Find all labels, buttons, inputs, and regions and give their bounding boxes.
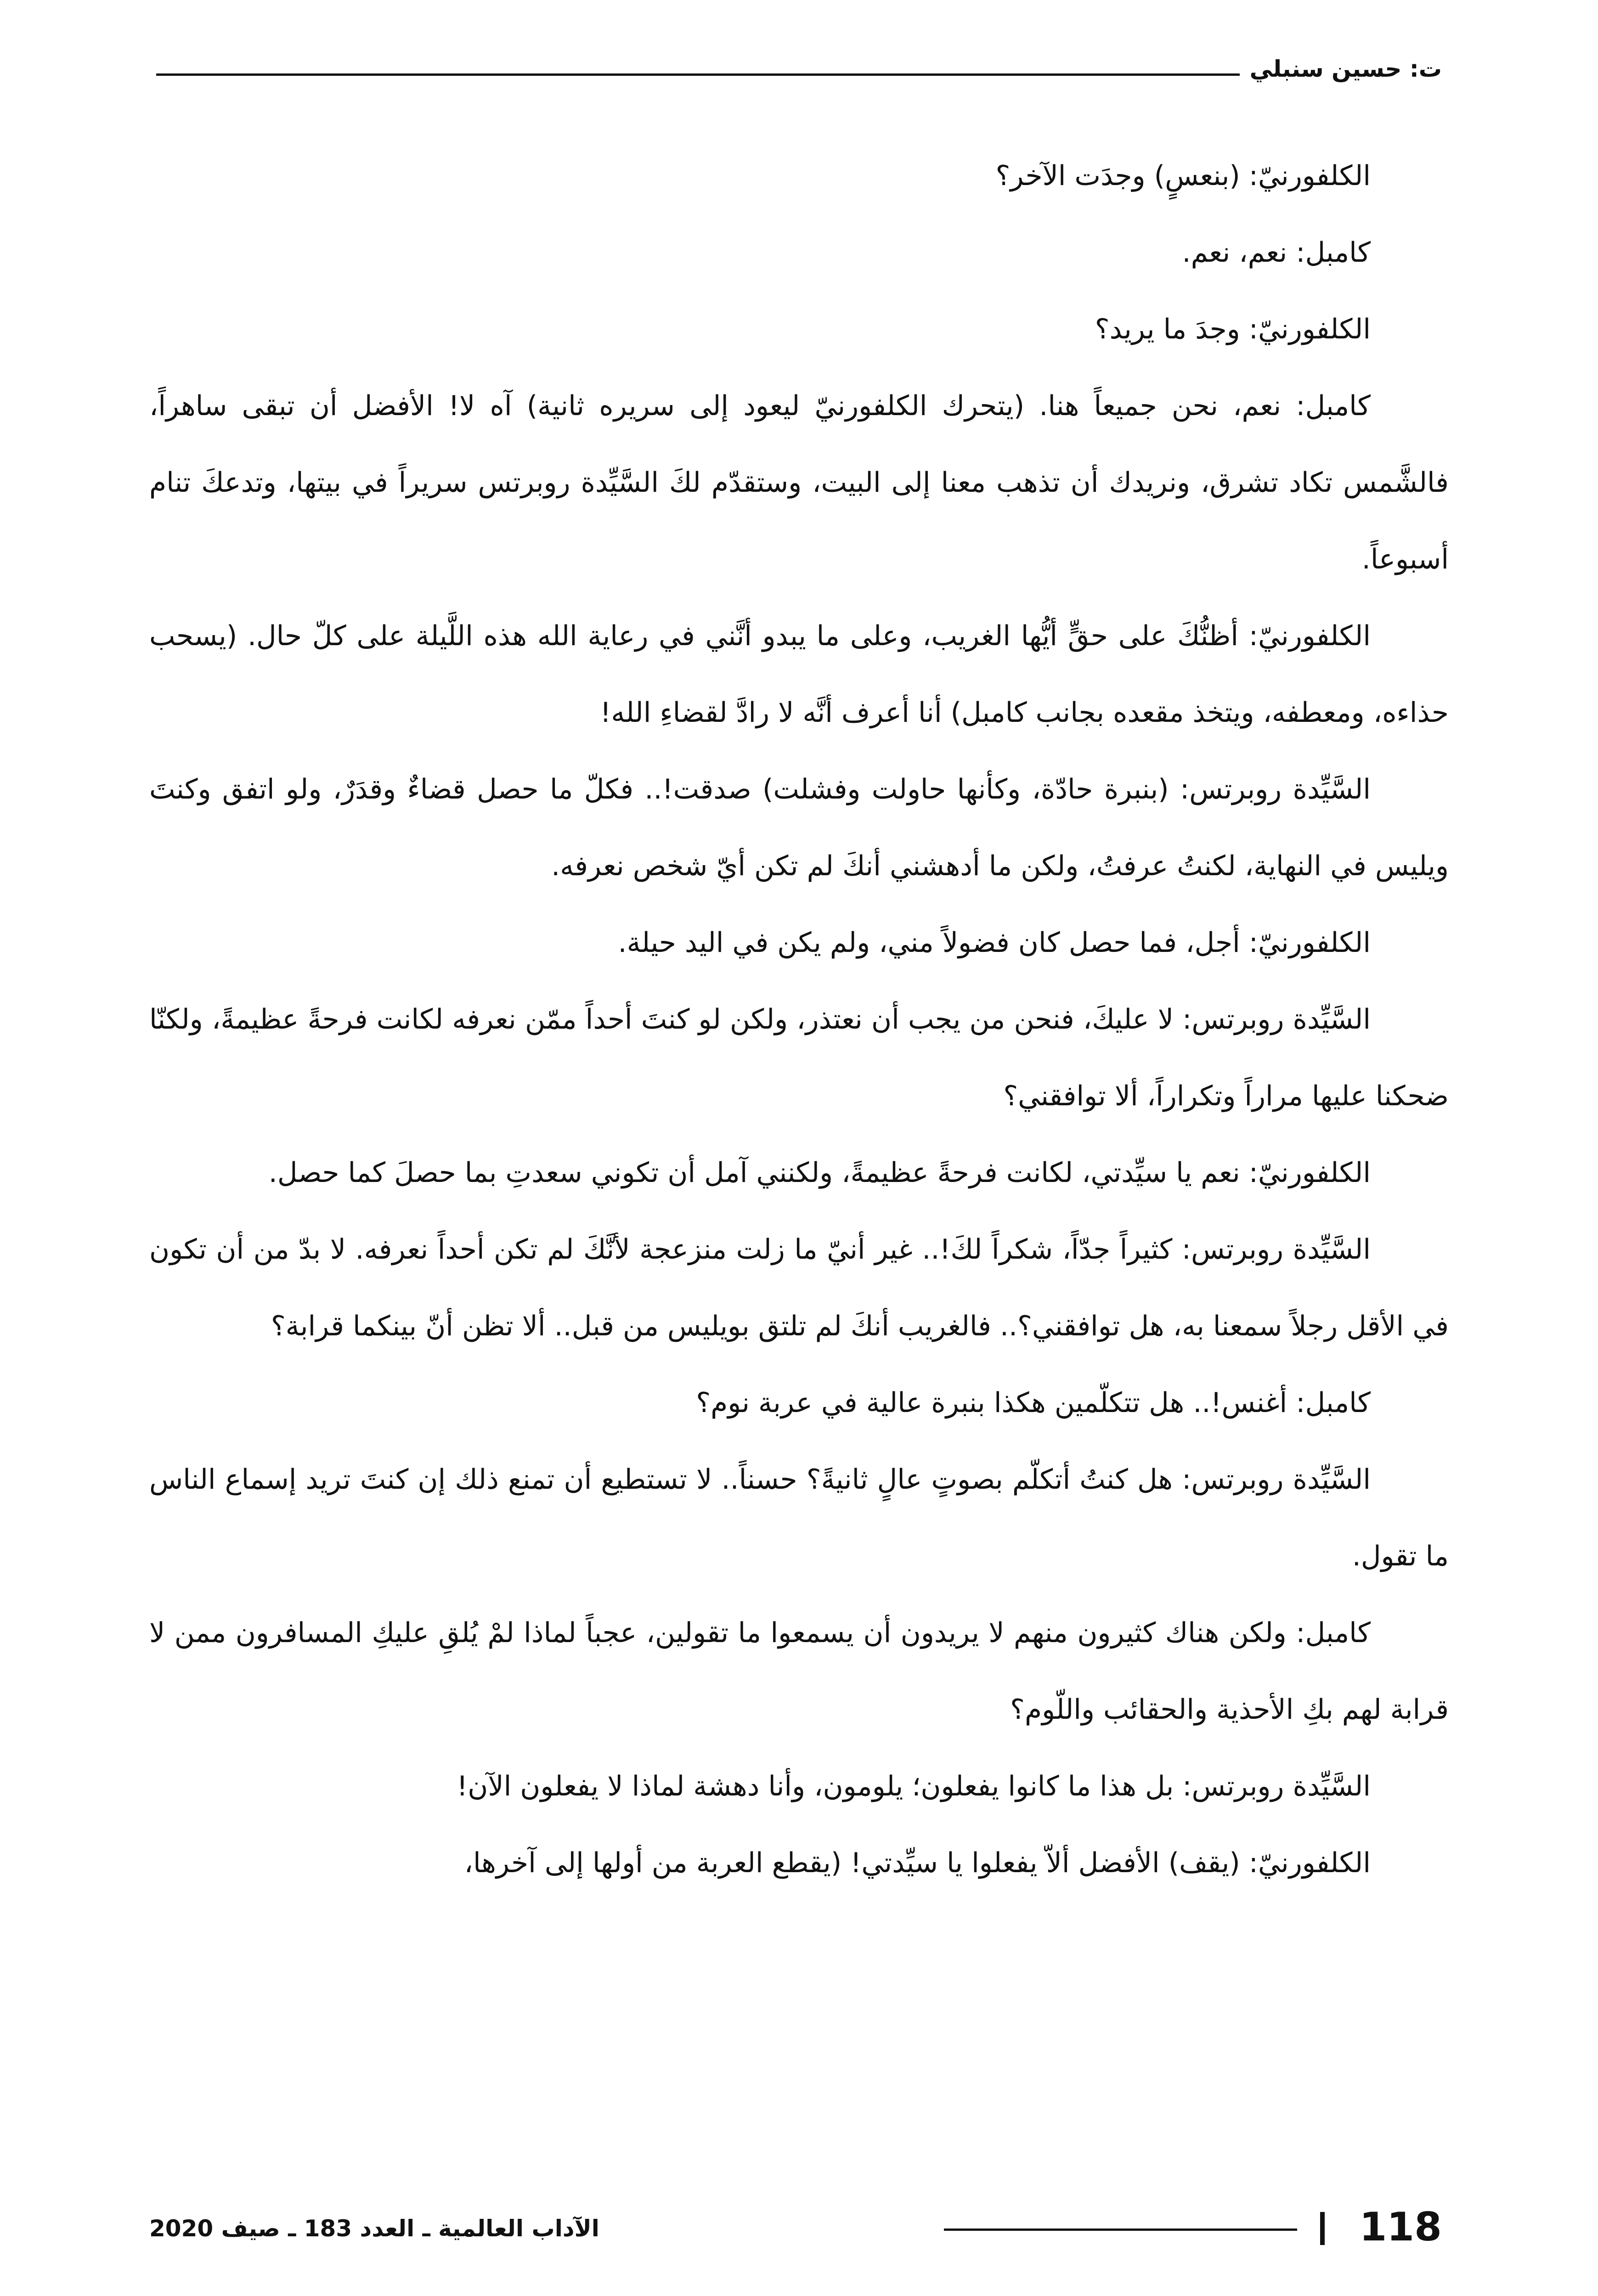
running-footer [149,2202,1442,2257]
paragraph: الكلفورنيّ: (يقف) الأفضل ألاّ يفعلوا يا سيِّدتي! (يقطع العربة من أولها إلى آخرها، [464,1847,1371,1879]
paragraph: كامبل: أغنس!.. هل تتكلّمين هكذا بنبرة عالية في عربة نوم؟ [696,1387,1371,1419]
body-text [149,138,1449,1902]
footer-rule [944,2228,1297,2231]
paragraph: الكلفورنيّ: أجل، فما حصل كان فضولاً مني، ولم يكن في اليد حيلة. [618,927,1371,959]
paragraph: الكلفورنيّ: (بنعسٍ) وجدَت الآخر؟ [995,160,1371,192]
header-rule [156,73,1240,76]
paragraph: الكلفورنيّ: أظنُّكَ على حقٍّ أيُّها الغريب، وعلى ما يبدو أنَّني في رعاية الله هذه اللَّيلة على كلّ حال. (يسحب حذاءه، ومعطفه، ويتخذ مقعده بجانب كامبل) أنا أعرف أنَّه لا رادَّ لقضاءِ الله! [149,620,1449,729]
footer-separator-bar [1320,2212,1325,2245]
paragraph: كامبل: نعم، نحن جميعاً هنا. (يتحرك الكلفورنيّ ليعود إلى سريره ثانية) آه لا! الأفضل أن تبقى ساهراً، فالشَّمس تكاد تشرق، ونريدك أن تذهب معنا إلى البيت، وستقدّم لكَ السَّيِّدة روبرتس سريراً في بيتها، وتدعكَ تنام أسبوعاً. [149,390,1449,575]
translator-credit: ت: حسين سنبلي [1249,56,1442,82]
paragraph: السَّيِّدة روبرتس: كثيراً جدّاً، شكراً لكَ!.. غير أنيّ ما زلت منزعجة لأنَّكَ لم تكن أحداً نعرفه. لا بدّ من أن تكون في الأقل رجلاً سمعنا به، هل توافقني؟.. فالغريب أنكَ لم تلتق بويليس من قبل.. ألا تظن أنّ بينكما قرابة؟ [149,1233,1449,1342]
paragraph: كامبل: ولكن هناك كثيرون منهم لا يريدون أن يسمعوا ما تقولين، عجباً لماذا لمْ يُلقِ عليكِ المسافرون ممن لا قرابة لهم بكِ الأحذية والحقائب واللّوم؟ [149,1617,1449,1726]
paragraph: الكلفورنيّ: وجدَ ما يريد؟ [1095,313,1371,345]
page-number: 118 [1359,2204,1442,2250]
paragraph: الكلفورنيّ: نعم يا سيِّدتي، لكانت فرحةً عظيمةً، ولكنني آمل أن تكوني سعدتِ بما حصلَ كما حصل. [268,1157,1371,1189]
paragraph: السَّيِّدة روبرتس: بل هذا ما كانوا يفعلون؛ يلومون، وأنا دهشة لماذا لا يفعلون الآن! [457,1770,1371,1802]
paragraph: كامبل: نعم، نعم. [1182,236,1371,269]
running-header [156,48,1442,94]
paragraph: السَّيِّدة روبرتس: لا عليكَ، فنحن من يجب أن نعتذر، ولكن لو كنتَ أحداً ممّن نعرفه لكانت فرحةً عظيمةً، ولكنّا ضحكنا عليها مراراً وتكراراً، ألا توافقني؟ [149,1003,1449,1112]
journal-issue: الآداب العالمية ـ العدد 183 ـ صيف 2020 [149,2215,599,2242]
paragraph: السَّيِّدة روبرتس: هل كنتُ أتكلّم بصوتٍ عالٍ ثانيةً؟ حسناً.. لا تستطيع أن تمنع ذلك إن كنتَ تريد إسماع الناس ما تقول. [149,1463,1449,1572]
paragraph: السَّيِّدة روبرتس: (بنبرة حادّة، وكأنها حاولت وفشلت) صدقت!.. فكلّ ما حصل قضاءٌ وقدَرٌ، ولو اتفق وكنتَ ويليس في النهاية، لكنتُ عرفتُ، ولكن ما أدهشني أنكَ لم تكن أيّ شخص نعرفه. [149,773,1449,882]
